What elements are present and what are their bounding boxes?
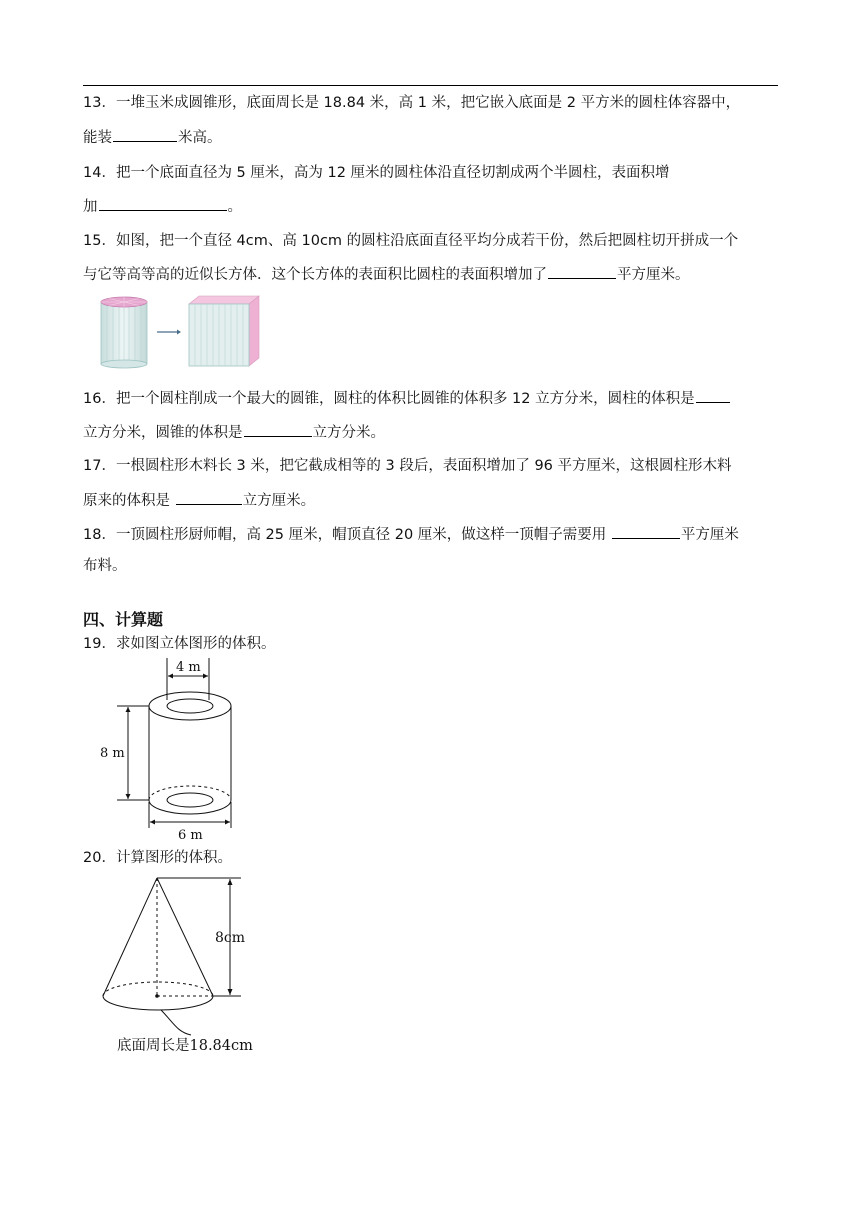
section-title: 四、计算题 [83,610,164,629]
q13-line2 [83,127,222,148]
q15-text-b: 平方厘米。 [617,267,690,283]
q15-figure [95,292,275,372]
q16-text-c: 立方分米。 [312,425,385,441]
q16-line1 [83,388,731,409]
q13-text-b: 米高。 [178,130,222,146]
q16-answer-blank-2[interactable] [244,422,312,437]
q14-text-b: 。 [227,199,242,215]
header-rule [83,85,778,86]
q20-text: 20．计算图形的体积。 [83,850,232,866]
q13-answer-blank[interactable] [113,127,177,142]
q18-text-b: 平方厘米 [680,527,739,543]
q18-line2: 布料。 [83,558,127,574]
rectangular-prism-image [189,296,259,366]
q17-line1: 17．一根圆柱形木料长 3 米，把它截成相等的 3 段后，表面积增加了 96 平方厘米，这根圆柱形木料 [83,458,732,474]
q15-line2 [83,264,690,285]
q18-line1 [83,524,739,545]
q17-answer-blank[interactable] [176,490,242,505]
q20-cone-figure [95,872,285,1058]
q17-text-b: 立方厘米。 [242,493,316,509]
q15-line1: 15．如图，把一个直径 4cm、高 10cm 的圆柱沿底面直径平均分成若干份，然后把圆柱切开拼成一个 [83,233,739,249]
q15-answer-blank[interactable] [548,264,616,279]
q14-answer-blank[interactable] [99,196,227,211]
q19-top-label: 4 m [176,660,201,675]
q13-text-a: 能装 [83,130,112,146]
q17-text-a: 原来的体积是 [83,493,175,509]
q17-line2 [83,490,315,511]
q16-text-b: 立方分米，圆锥的体积是 [83,425,243,441]
cylinder-image [101,297,147,368]
q16-text-a: 16．把一个圆柱削成一个最大的圆锥，圆柱的体积比圆锥的体积多 12 立方分米，圆柱的体积是 [83,391,695,407]
q15-text-a: 与它等高等高的近似长方体．这个长方体的表面积比圆柱的表面积增加了 [83,267,547,283]
arrow-icon [157,330,181,335]
q13-line1: 13．一堆玉米成圆锥形，底面周长是 18.84 米，高 1 米，把它嵌入底面是 2 平方米的圆柱体容器中， [83,95,741,111]
q19-bottom-label: 6 m [178,828,203,843]
q14-line1: 14．把一个底面直径为 5 厘米，高为 12 厘米的圆柱体沿直径切割成两个半圆柱，表面积增 [83,165,670,181]
q19-side-label: 8 m [100,746,125,761]
q16-answer-blank-1[interactable] [696,388,730,403]
q20-caption: 底面周长是18.84cm [117,1038,253,1054]
q18-answer-blank[interactable] [612,524,680,539]
q14-text-a: 加 [83,199,98,215]
q14-line2 [83,196,242,217]
q18-text-a: 18．一顶圆柱形厨师帽，高 25 厘米，帽顶直径 20 厘米，做这样一顶帽子需要用 [83,527,611,543]
q19-hollow-cylinder-figure [95,656,245,842]
q16-line2 [83,422,385,443]
q20-height-label: 8cm [215,930,246,946]
q19-text: 19．求如图立体图形的体积。 [83,636,276,652]
